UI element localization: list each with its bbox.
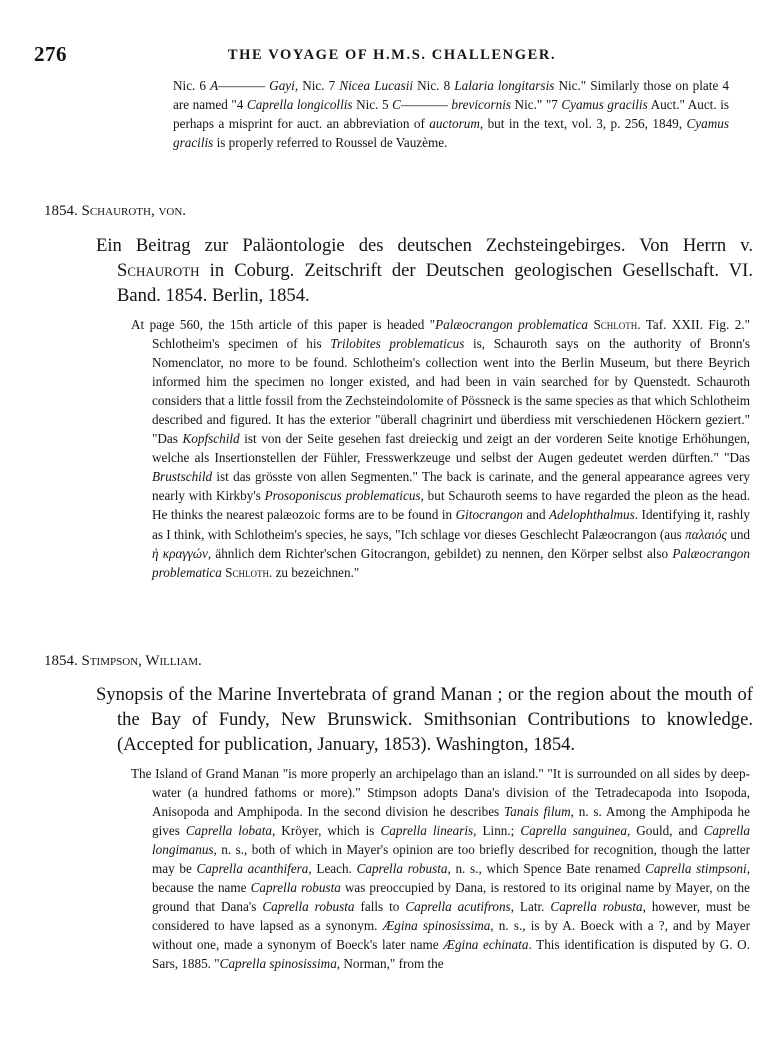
continuation-paragraph: Nic. 6 A———— Gayi, Nic. 7 Nicea Lucasii Nic. 8 Lalaria longitarsis Nic." Similarly those on plate 4 are named "4 Caprella longicollis Nic. 5 C———— brevicornis Nic." "7 Cyamus gracilis Auct." Auct. is perhaps a misprint for auct. an abbreviation of auctorum, but in the text, vol. 3, p. 256, 1849, Cyamus gracilis is properly referred to Roussel de Vauzème. — [173, 78, 729, 151]
entry-notes: The Island of Grand Manan "is more properly an archipelago than an island." "It is surrounded on all sides by deep-water (a hundred fathoms or more)." Stimpson adopts Dana's division of the Tetradecapoda into Isopoda, Anisopoda and Amphipoda. In the second division he describes Tanais filum, n. s. Among the Amphipoda he gives Caprella lobata, Kröyer, which is Caprella linearis, Linn.; Caprella sanguinea, Gould, and Caprella longimanus, n. s., both of which in Mayer's opinion are too briefly described for recognition, though the latter may be Caprella acanthifera, Leach. Caprella robusta, n. s., which Spence Bate renamed Caprella stimpsoni, because the name Caprella robusta was preoccupied by Dana, is restored to its original name by Mayer, on the ground that Dana's Caprella robusta falls to Caprella acutifrons, Latr. Caprella robusta, however, must be considered to have lapsed as a synonym. Ægina spinosissima, n. s., is by A. Boeck with a ?, and by Mayer without one, made a synonym of Boeck's later name Ægina echinata. This identification is disputed by G. O. Sars, 1885. "Caprella spinosissima, Norman," from the — [131, 766, 751, 972]
entry-author: Schauroth, von. — [81, 203, 187, 219]
entry-author: Stimpson, William. — [81, 653, 202, 669]
entry-year: 1854. — [44, 203, 78, 219]
page-number: 276 — [34, 42, 67, 66]
entry-citation: Synopsis of the Marine Invertebrata of grand Manan ; or the region about the mouth of the Bay of Fundy, New Brunswick. Smithsonian Contributions to knowledge. (Accepted for publication, January, 1853). Washington, 1854. — [96, 684, 753, 756]
entry-citation: Ein Beitrag zur Paläontologie des deutschen Zechsteingebirges. Von Herrn v. Schauroth in Coburg. Zeitschrift der Deutschen geologischen Gesellschaft. VI. Band. 1854. Berlin, 1854. — [96, 235, 753, 307]
entry-heading — [44, 653, 202, 670]
running-head — [34, 42, 750, 72]
entry-year: 1854. — [44, 653, 78, 669]
entry-notes: At page 560, the 15th article of this paper is headed "Palæocrangon problematica Schloth. Taf. XXII. Fig. 2." Schlotheim's specimen of his Trilobites problematicus is, Schauroth says on the authority of Bronn's Nomenclator, no more to be found. Schlotheim's collection went into the Berlin Museum, but there Beyrich informed him the specimen no longer existed, and had been in vain searched for by Quenstedt. Schauroth considers that a little fossil from the Zechsteindolomite of Pössneck is the same species as that which Schlotheim described and figured. It has the exterior "überall chagrinirt und überdiess mit verschiedenen Höckern geziert." "Das Kopfschild ist von der Seite gesehen fast dreieckig und zeigt an der vorderen Seite knotige Erhöhungen, welche als Insertionstellen der Fühler, Fresswerkzeuge und selbst der Augen gedeutet werden dürften." "Das Brustschild ist das grösste von allen Segmenten." The back is carinate, and the general appearance agrees very nearly with Kirkby's Prosoponiscus problematicus, but Schauroth seems to have regarded the pleon as the head. He thinks the nearest palæozoic forms are to be found in Gitocrangon and Adelophthalmus. Identifying it, rashly as I think, with Schlotheim's species, he says, "Ich schlage vor dieses Geschlecht Palæocrangon (aus παλαιός und ἡ κραγγών, ähnlich dem Richter'schen Gitocrangon, gebildet) zu nennen, den Körper selbst also Palæocrangon problematica Schloth. zu bezeichnen." — [131, 317, 751, 580]
entry-heading — [44, 203, 186, 220]
running-title: THE VOYAGE OF H.M.S. CHALLENGER. — [227, 47, 557, 63]
